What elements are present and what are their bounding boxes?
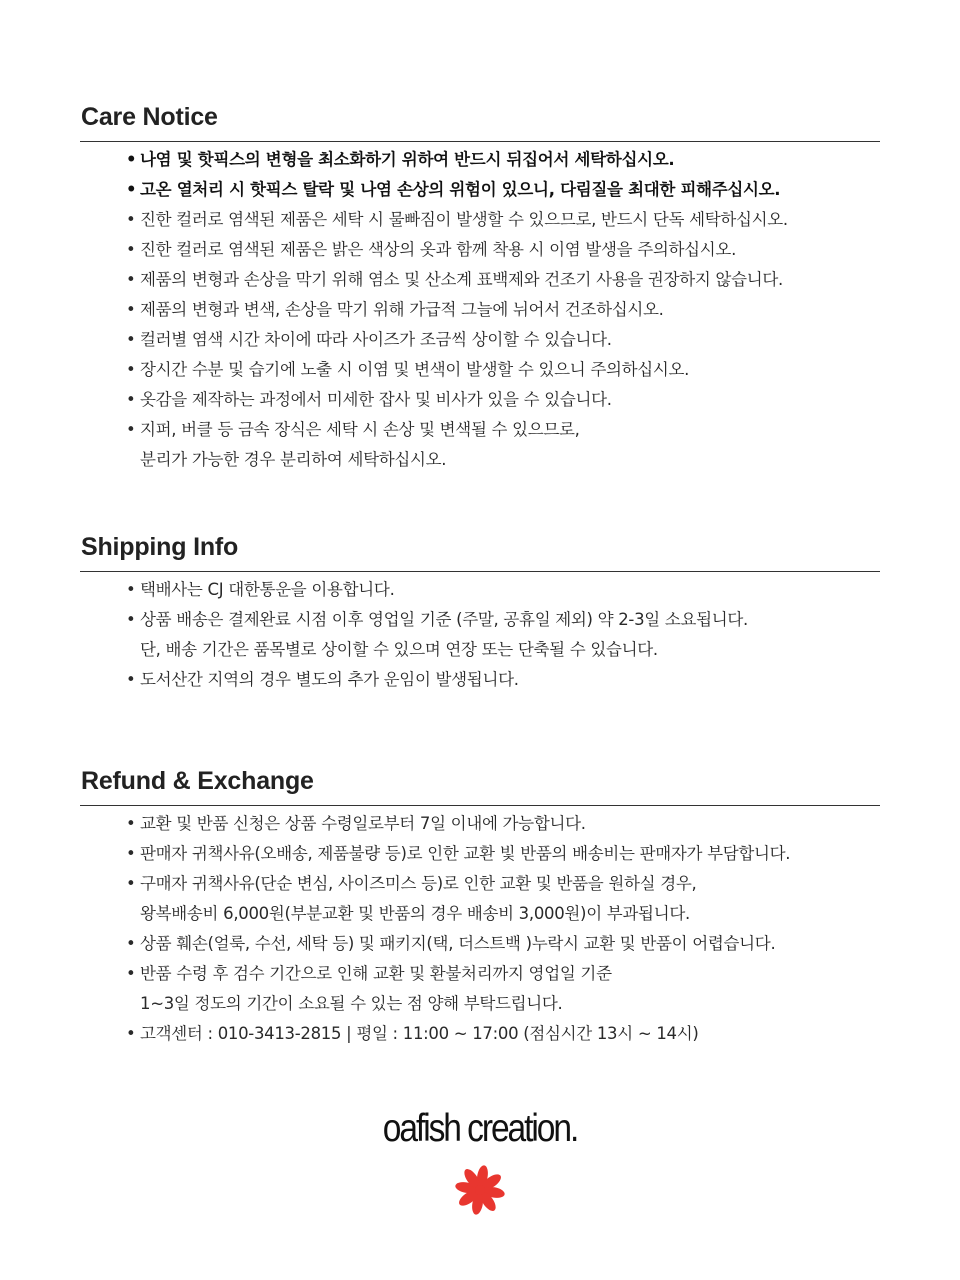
shipping-info-title: Shipping Info [81, 533, 239, 561]
refund-exchange-list [80, 809, 880, 1049]
list-item-text: 옷감을 제작하는 과정에서 미세한 잡사 및 비사가 있을 수 있습니다. [140, 390, 612, 409]
bullet-icon: • [126, 300, 136, 319]
care-notice-list [80, 145, 880, 475]
list-item [126, 265, 880, 295]
asterisk-flower-icon [455, 1160, 505, 1220]
list-item-text: 지퍼, 버클 등 금속 장식은 세탁 시 손상 및 변색될 수 있으므로, [140, 420, 580, 439]
list-item-text: 왕복배송비 6,000원(부분교환 및 반품의 경우 배송비 3,000원)이 부과됩니다. [140, 904, 690, 923]
bullet-icon: • [126, 210, 136, 229]
list-item [126, 929, 880, 959]
bullet-icon: • [126, 610, 136, 629]
list-item-text: 택배사는 CJ 대한통운을 이용합니다. [140, 580, 395, 599]
bullet-icon: • [126, 360, 136, 379]
care-notice-section [80, 102, 880, 475]
shipping-info-section [80, 532, 880, 695]
list-item-text: 판매자 귀책사유(오배송, 제품불량 등)로 인한 교환 빛 반품의 배송비는 판매자가 부담합니다. [140, 844, 791, 863]
refund-exchange-title: Refund & Exchange [81, 767, 314, 795]
list-item [126, 235, 880, 265]
list-item-text: 고객센터 : 010-3413-2815 | 평일 : 11:00 ~ 17:00 (점심시간 13시 ~ 14시) [140, 1024, 699, 1043]
bullet-icon: • [126, 964, 136, 983]
list-item-text: 나염 및 핫픽스의 변형을 최소화하기 위하여 반드시 뒤집어서 세탁하십시오. [140, 150, 675, 169]
list-item-text: 컬러별 염색 시간 차이에 따라 사이즈가 조금씩 상이할 수 있습니다. [140, 330, 612, 349]
bullet-icon: • [126, 874, 136, 893]
list-item-text: 상품 훼손(얼룩, 수선, 세탁 등) 및 패키지(택, 더스트백 )누락시 교환 및 반품이 어렵습니다. [140, 934, 776, 953]
care-notice-title: Care Notice [81, 103, 218, 131]
bullet-icon: • [126, 390, 136, 409]
list-item [126, 355, 880, 385]
bullet-icon: • [126, 934, 136, 953]
list-item [126, 175, 880, 205]
list-item-text: 도서산간 지역의 경우 별도의 추가 운임이 발생됩니다. [140, 670, 519, 689]
list-item [126, 575, 880, 605]
section-divider [80, 805, 880, 806]
bullet-icon: • [126, 240, 136, 259]
list-item-text: 상품 배송은 결제완료 시점 이후 영업일 기준 (주말, 공휴일 제외) 약 2-3일 소요됩니다. [140, 610, 749, 629]
shipping-info-list [80, 575, 880, 695]
list-item [126, 1019, 880, 1049]
bullet-icon: • [126, 580, 136, 599]
bullet-icon: • [126, 330, 136, 349]
list-item [126, 809, 880, 839]
bullet-icon: • [126, 670, 136, 689]
list-item [126, 605, 880, 665]
list-item [126, 205, 880, 235]
section-divider [80, 571, 880, 572]
list-item-text: 분리가 가능한 경우 분리하여 세탁하십시오. [140, 450, 447, 469]
list-item [126, 959, 880, 1019]
list-item-text: 제품의 변형과 손상을 막기 위해 염소 및 산소계 표백제와 건조기 사용을 권장하지 않습니다. [140, 270, 783, 289]
list-item-text: 반품 수령 후 검수 기간으로 인해 교환 및 환불처리까지 영업일 기준 [140, 964, 612, 983]
list-item-text: 교환 및 반품 신청은 상품 수령일로부터 7일 이내에 가능합니다. [140, 814, 586, 833]
bullet-icon: • [126, 180, 137, 199]
list-item-text: 단, 배송 기간은 품목별로 상이할 수 있으며 연장 또는 단축될 수 있습니다. [140, 640, 658, 659]
list-item [126, 839, 880, 869]
list-item [126, 665, 880, 695]
section-divider [80, 141, 880, 142]
list-item [126, 869, 880, 929]
bullet-icon: • [126, 150, 137, 169]
list-item-text: 제품의 변형과 변색, 손상을 막기 위해 가급적 그늘에 뉘어서 건조하십시오. [140, 300, 664, 319]
bullet-icon: • [126, 844, 136, 863]
list-item [126, 385, 880, 415]
list-item [126, 415, 880, 475]
list-item [126, 295, 880, 325]
bullet-icon: • [126, 814, 136, 833]
list-item-text: 1~3일 정도의 기간이 소요될 수 있는 점 양해 부탁드립니다. [140, 994, 563, 1013]
bullet-icon: • [126, 1024, 136, 1043]
list-item-text: 구매자 귀책사유(단순 변심, 사이즈미스 등)로 인한 교환 및 반품을 원하실 경우, [140, 874, 697, 893]
list-item [126, 145, 880, 175]
list-item [126, 325, 880, 355]
list-item-text: 진한 컬러로 염색된 제품은 밝은 색상의 옷과 함께 착용 시 이염 발생을 주의하십시오. [140, 240, 737, 259]
list-item-text: 장시간 수분 및 습기에 노출 시 이염 및 변색이 발생할 수 있으니 주의하십시오. [140, 360, 690, 379]
bullet-icon: • [126, 270, 136, 289]
refund-exchange-section [80, 766, 880, 1049]
list-item-text: 진한 컬러로 염색된 제품은 세탁 시 물빠짐이 발생할 수 있으므로, 반드시 단독 세탁하십시오. [140, 210, 788, 229]
brand-wordmark: oafish creation. [382, 1107, 578, 1150]
list-item-text: 고온 열처리 시 핫픽스 탈락 및 나염 손상의 위험이 있으니, 다림질을 최대한 피해주십시오. [140, 180, 781, 199]
bullet-icon: • [126, 420, 136, 439]
